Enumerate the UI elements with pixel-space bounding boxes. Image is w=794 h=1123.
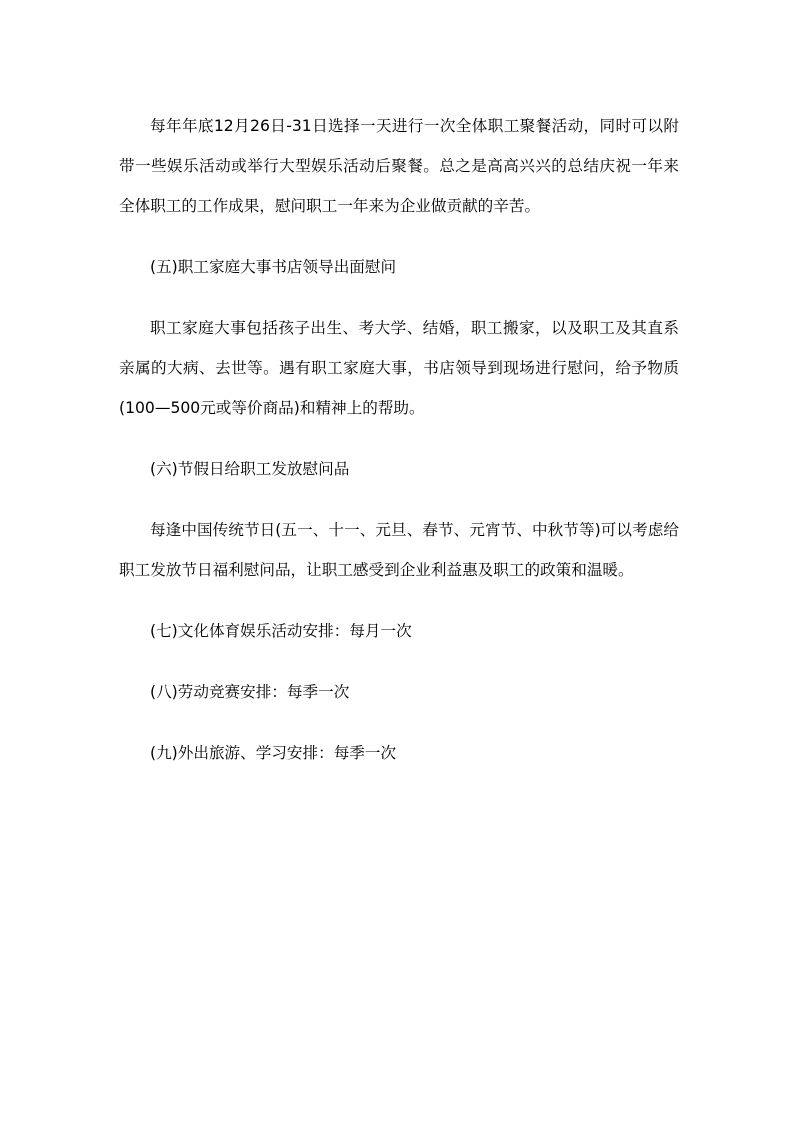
heading-labor-competition: (八)劳动竞赛安排：每季一次 [150,683,350,701]
heading-holiday-gifts: (六)节假日给职工发放慰问品 [150,460,350,478]
heading-travel-study: (九)外出旅游、学习安排：每季一次 [150,744,397,762]
heading-family-events: (五)职工家庭大事书店领导出面慰问 [150,258,397,276]
document-body [119,106,679,794]
paragraph-holiday-gifts: 每逢中国传统节日(五一、十一、元旦、春节、元宵节、中秋节等)可以考虑给职工发放节日福利慰问品，让职工感受到企业利益惠及职工的政策和温暖。 [119,521,679,579]
paragraph-family-events: 职工家庭大事包括孩子出生、考大学、结婚，职工搬家，以及职工及其直系亲属的大病、去世等。遇有职工家庭大事，书店领导到现场进行慰问，给予物质(100—500元或等价商品)和精神上的帮助。 [119,319,679,417]
paragraph-year-end-dinner: 每年年底12月26日-31日选择一天进行一次全体职工聚餐活动，同时可以附带一些娱乐活动或举行大型娱乐活动后聚餐。总之是高高兴兴的总结庆祝一年来全体职工的工作成果，慰问职工一年来为企业做贡献的辛苦。 [119,117,679,215]
heading-culture-sports: (七)文化体育娱乐活动安排：每月一次 [150,622,412,640]
